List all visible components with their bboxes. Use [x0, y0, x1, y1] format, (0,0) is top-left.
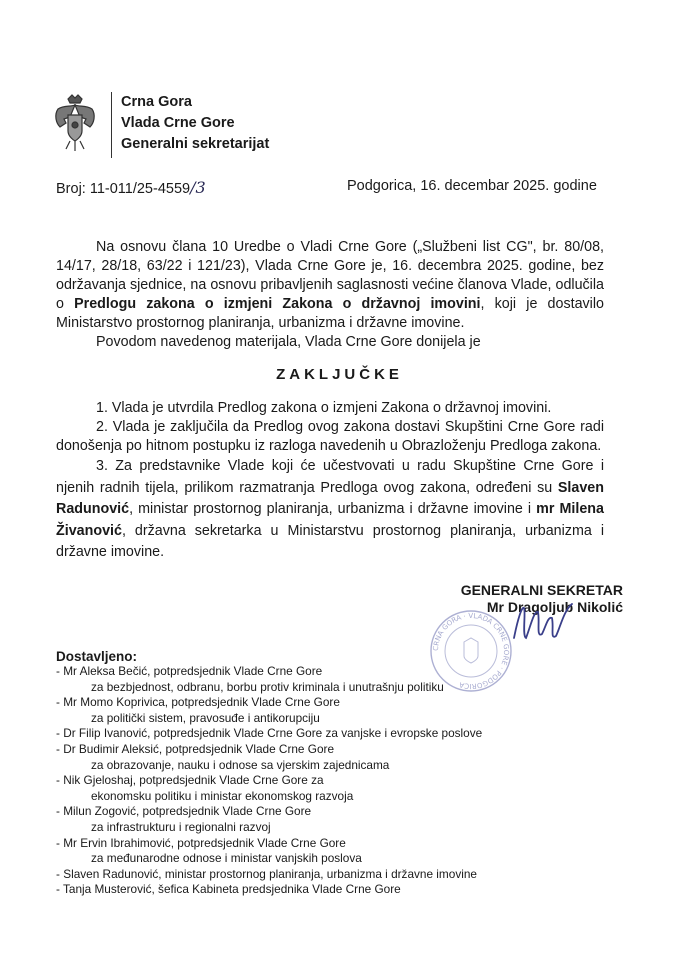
- stamp-text: CRNA GORA · VLADA CRNE GORE · PODGORICA: [431, 611, 511, 691]
- list-item: - Dr Budimir Aleksić, potpredsjednik Vlade Crne Gore: [56, 741, 334, 756]
- list-item: - Tanja Musterović, šefica Kabineta predsjednika Vlade Crne Gore: [56, 882, 401, 897]
- representative-2: mr Milena Živanović: [56, 501, 604, 539]
- signature-title: GENERALNI SEKRETAR: [460, 582, 623, 598]
- list-item: - Dr Filip Ivanović, potpredsjednik Vlade Crne Gore za vanjske i evropske poslove: [56, 726, 483, 741]
- org-secretariat: Generalni sekretarijat: [121, 136, 270, 152]
- list-item: - Slaven Radunović, ministar prostornog planiranja, urbanizma i državne imovine: [56, 866, 477, 881]
- ref-handwritten: /3: [190, 178, 206, 197]
- handwritten-signature: [508, 598, 578, 650]
- list-item: - Nik Gjeloshaj, potpredsjednik Vlade Crne Gore za: [56, 773, 324, 788]
- list-item: za obrazovanje, nauku i odnose sa vjerskim zajednicama: [91, 757, 390, 772]
- header-divider: [111, 92, 112, 158]
- document-title: ZAKLJUČKE: [276, 366, 403, 383]
- distribution-heading: Dostavljeno:: [56, 649, 138, 664]
- org-government: Vlada Crne Gore: [121, 115, 235, 131]
- org-country: Crna Gora: [121, 94, 192, 110]
- intro-paragraph: Na osnovu člana 10 Uredbe o Vladi Crne Gore („Službeni list CG", br. 80/08, 14/17, 28/18, 63/22 i 121/23), Vlada Crne Gore je, 16. decembra 2025. godine, bez održavanja sjednice, na osnovu pribavljenih saglasnosti većine članova Vlade, odlučila o Predlogu zakona o izmjeni Zakona o državnoj imovini, koji je dostavilo Ministarstvo prostornog planiranja, urbanizma i državne imovine.: [56, 239, 604, 331]
- list-item: - Mr Ervin Ibrahimović, potpredsjednik Vlade Crne Gore: [56, 835, 346, 850]
- place-date: Podgorica, 16. decembar 2025. godine: [347, 178, 597, 194]
- law-proposal-title: Predlogu zakona o izmjeni Zakona o državnoj imovini: [74, 296, 481, 312]
- list-item: za međunarodne odnose i ministar vanjskih poslova: [91, 851, 362, 866]
- ref-number-text: Broj: 11-011/25-4559: [56, 181, 191, 197]
- intro-adopted: Povodom navedenog materijala, Vlada Crne Gore donijela je: [96, 334, 481, 350]
- list-item: za politički sistem, pravosuđe i antikorupciju: [91, 710, 320, 725]
- intro-section: [56, 238, 604, 352]
- list-item: za infrastrukturu i regionalni razvoj: [91, 819, 271, 834]
- reference-number: [56, 178, 206, 197]
- conclusions-section: [56, 399, 604, 564]
- list-item: - Mr Momo Koprivica, potpredsjednik Vlade Crne Gore: [56, 695, 340, 710]
- list-item: - Milun Zogović, potpredsjednik Vlade Crne Gore: [56, 804, 312, 819]
- list-item: - Mr Aleksa Bečić, potpredsjednik Vlade Crne Gore: [56, 664, 323, 678]
- organization-block: [121, 92, 269, 155]
- signature-name: Mr Dragoljub Nikolić: [486, 599, 623, 615]
- coat-of-arms-icon: [50, 93, 100, 155]
- representative-1: Slaven Radunović: [56, 479, 604, 517]
- conclusion-1: 1. Vlada je utvrdila Predlog zakona o izmjeni Zakona o državnoj imovini.: [96, 400, 552, 416]
- conclusion-3: 3. Za predstavnike Vlade koji će učestvovati u radu Skupštine Crne Gore i njenih radnih tijela, prilikom razmatranja Predloga ovog zakona, određeni su Slaven Radunović, ministar prostornog planiranja, urbanizma i državne imovine i mr Milena Živanović, državna sekretarka u Ministarstvu prostornog planiranja, urbanizma i državne imovine.: [56, 458, 604, 560]
- distribution-list: [56, 664, 616, 898]
- list-item: za bezbjednost, odbranu, borbu protiv kriminala i unutrašnju politiku: [91, 679, 444, 694]
- conclusion-2: 2. Vlada je zaključila da Predlog ovog zakona dostavi Skupštini Crne Gore radi donošenja po hitnom postupku iz razloga navedenih u Obrazloženju Predloga zakona.: [56, 419, 604, 454]
- list-item: ekonomsku politiku i ministar ekonomskog razvoja: [91, 788, 354, 803]
